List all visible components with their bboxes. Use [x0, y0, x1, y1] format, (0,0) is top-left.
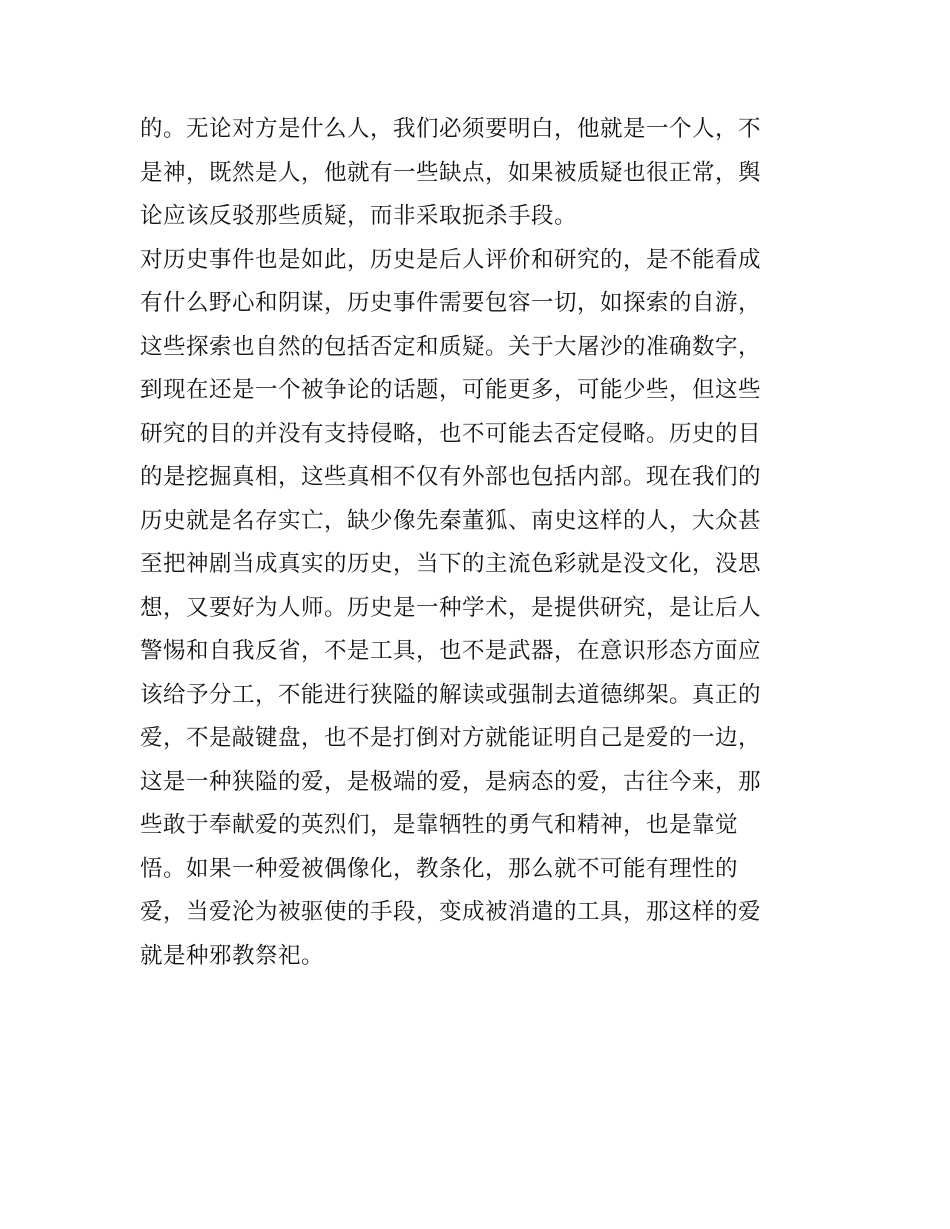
document-page	[140, 108, 820, 978]
text-line: 这些探索也自然的包括否定和质疑。关于大屠沙的准确数字，	[140, 333, 762, 360]
text-line: 些敢于奉献爱的英烈们，是靠牺牲的勇气和精神，也是靠觉	[140, 812, 739, 838]
text-line: 研究的目的并没有支持侵略，也不可能去否定侵略。历史的目	[140, 420, 762, 447]
text-line: 到现在还是一个被争论的话题，可能更多，可能少些，但这些	[140, 377, 762, 403]
text-line: 至把神剧当成真实的历史，当下的主流色彩就是没文化，没思	[140, 551, 762, 577]
paragraph-2	[140, 239, 820, 979]
text-line: 就是种邪教祭祀。	[140, 942, 325, 969]
text-line: 有什么野心和阴谋，历史事件需要包容一切，如探索的自游，	[140, 290, 762, 316]
text-line: 想，又要好为人师。历史是一种学术，是提供研究，是让后人	[140, 594, 762, 621]
text-line: 该给予分工，不能进行狭隘的解读或强制去道德绑架。真正的	[140, 681, 762, 708]
text-line: 这是一种狭隘的爱，是极端的爱，是病态的爱，古往今来，那	[140, 768, 762, 795]
text-line: 对历史事件也是如此，历史是后人评价和研究的，是不能看成	[140, 246, 762, 273]
text-line: 的是挖掘真相，这些真相不仅有外部也包括内部。现在我们的	[140, 464, 762, 490]
text-line: 警惕和自我反省，不是工具，也不是武器，在意识形态方面应	[140, 638, 762, 664]
text-line: 的。无论对方是什么人，我们必须要明白，他就是一个人，不	[140, 116, 762, 142]
text-line: 是神，既然是人，他就有一些缺点，如果被质疑也很正常，舆	[140, 159, 762, 186]
text-line: 爱，当爱沦为被驱使的手段，变成被消遣的工具，那这样的爱	[140, 899, 762, 925]
text-line: 爱，不是敲键盘，也不是打倒对方就能证明自己是爱的一边，	[140, 725, 762, 751]
text-line: 历史就是名存实亡，缺少像先秦董狐、南史这样的人，大众甚	[140, 507, 762, 534]
paragraph-1	[140, 108, 820, 239]
text-line: 悟。如果一种爱被偶像化，教条化，那么就不可能有理性的	[140, 855, 739, 882]
text-line: 论应该反驳那些质疑，而非采取扼杀手段。	[140, 203, 578, 229]
